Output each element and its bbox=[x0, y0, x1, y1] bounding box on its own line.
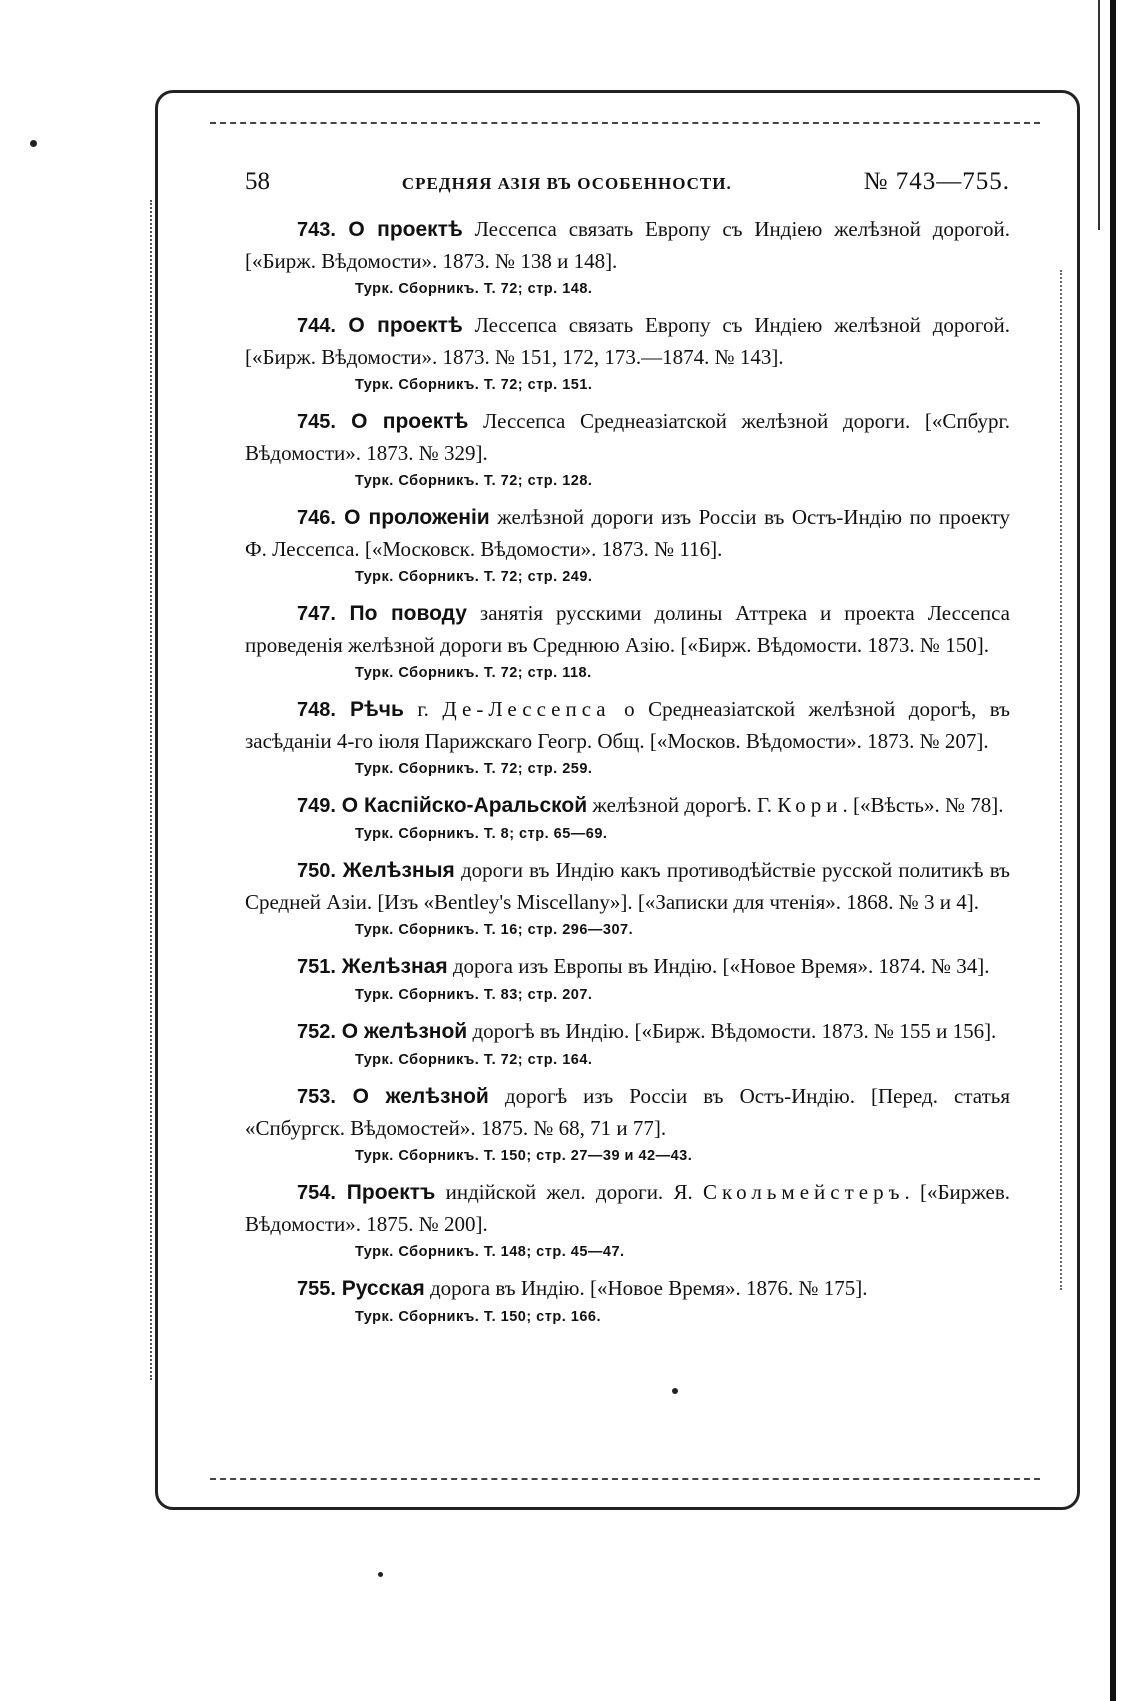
page-header bbox=[245, 168, 1010, 196]
entry-number: 745. bbox=[297, 411, 336, 433]
entry-reference: Турк. Сборникъ. Т. 72; стр. 151. bbox=[355, 377, 593, 393]
bibliography-entry bbox=[245, 1081, 1010, 1164]
entry-heading: О желѣзной bbox=[335, 1085, 489, 1108]
entry-text bbox=[245, 598, 1010, 661]
bibliography-entry bbox=[245, 598, 1010, 681]
entry-reference: Турк. Сборникъ. Т. 150; стр. 27—39 и 42—43. bbox=[355, 1148, 693, 1164]
entry-number: 749. bbox=[297, 795, 336, 817]
entry-number: 755. bbox=[297, 1278, 336, 1300]
entry-number: 750. bbox=[297, 860, 336, 882]
right-margin-marks bbox=[1060, 270, 1066, 1290]
entry-list bbox=[245, 214, 1010, 1325]
entry-author: Скольмейстеръ bbox=[703, 1180, 905, 1204]
entry-text bbox=[245, 694, 1010, 757]
entry-reference: Турк. Сборникъ. Т. 148; стр. 45—47. bbox=[355, 1244, 625, 1260]
page-content bbox=[245, 168, 1010, 1338]
entry-number: 744. bbox=[297, 315, 336, 337]
entry-number: 751. bbox=[297, 956, 336, 978]
bottom-dashed-rule bbox=[210, 1478, 1040, 1480]
margin-dot bbox=[378, 1572, 383, 1577]
entry-body: дорога въ Индію. [«Новое Время». 1876. № 175]. bbox=[424, 1276, 868, 1300]
margin-dot bbox=[30, 140, 37, 147]
entry-text bbox=[245, 310, 1010, 373]
entry-body: Лессепса Среднеазіатской желѣзной дороги. [«Спбург. Вѣдомости». 1873. № 329]. bbox=[245, 409, 1010, 465]
bibliography-entry bbox=[245, 214, 1010, 297]
entry-number: 753. bbox=[297, 1086, 336, 1108]
entry-body: занятія русскими долины Аттрека и проекта Лессепса проведенія желѣзной дороги въ Среднюю Азію. [«Бирж. Вѣдомости. 1873. № 150]. bbox=[245, 601, 1010, 657]
entry-heading: Русская bbox=[335, 1277, 425, 1300]
entry-reference: Турк. Сборникъ. Т. 72; стр. 259. bbox=[355, 761, 593, 777]
entry-heading: Рѣчь bbox=[335, 698, 404, 721]
entry-body: . [«Вѣсть». № 78]. bbox=[842, 793, 1004, 817]
entry-text bbox=[245, 502, 1010, 565]
entry-heading: По поводу bbox=[335, 602, 467, 625]
running-title: СРЕДНЯЯ АЗІЯ ВЪ ОСОБЕННОСТИ. bbox=[401, 174, 732, 193]
entry-text bbox=[245, 1273, 1010, 1305]
bibliography-entry bbox=[245, 694, 1010, 777]
entry-reference: Турк. Сборникъ. Т. 83; стр. 207. bbox=[355, 987, 593, 1003]
entry-body: Лессепса связать Европу съ Индіею желѣзной дорогой. [«Бирж. Вѣдомости». 1873. № 151, 172, 173.—1874. № 143]. bbox=[245, 313, 1010, 369]
entry-text bbox=[245, 1016, 1010, 1048]
entry-body: . [«Биржев. Вѣдомости». 1875. № 200]. bbox=[245, 1180, 1010, 1236]
entry-number: 747. bbox=[297, 603, 336, 625]
entry-heading: Желѣзныя bbox=[335, 859, 455, 882]
entry-text bbox=[245, 214, 1010, 277]
entry-reference: Турк. Сборникъ. Т. 72; стр. 249. bbox=[355, 569, 593, 585]
entry-reference: Турк. Сборникъ. Т. 16; стр. 296—307. bbox=[355, 922, 634, 938]
entry-text bbox=[245, 406, 1010, 469]
entry-body: дорогѣ изъ Россіи въ Остъ-Индію. [Перед. статья «Спбургск. Вѣдомостей». 1875. № 68, 71 и 77]. bbox=[245, 1084, 1011, 1140]
bibliography-entry bbox=[245, 310, 1010, 393]
entry-text bbox=[245, 951, 1010, 983]
entry-text bbox=[245, 1177, 1010, 1240]
entry-prefix: г. bbox=[403, 697, 443, 721]
left-margin-marks bbox=[150, 200, 162, 1380]
entry-reference: Турк. Сборникъ. Т. 8; стр. 65—69. bbox=[355, 826, 608, 842]
entry-prefix: желѣзной дорогѣ. Г. bbox=[587, 793, 778, 817]
page-number: 58 bbox=[245, 168, 270, 195]
entry-reference: Турк. Сборникъ. Т. 72; стр. 128. bbox=[355, 473, 593, 489]
entry-body: дорога изъ Европы въ Индію. [«Новое Время». 1874. № 34]. bbox=[447, 954, 990, 978]
bibliography-entry bbox=[245, 1273, 1010, 1325]
entry-body: о Среднеазіатской желѣзной дорогѣ, въ засѣданіи 4-го іюля Парижскаго Геогр. Общ. [«Москов. Вѣдомости». 1873. № 207]. bbox=[245, 697, 1010, 753]
entry-author: Де-Лессепса bbox=[442, 697, 611, 721]
entry-text bbox=[245, 1081, 1010, 1144]
entry-heading: Желѣзная bbox=[335, 955, 448, 978]
entry-range: № 743—755. bbox=[863, 168, 1010, 195]
entry-author: Кори bbox=[777, 793, 843, 817]
entry-number: 743. bbox=[297, 219, 336, 241]
scan-edge-bar bbox=[1110, 0, 1116, 1701]
entry-heading: О проложеніи bbox=[335, 506, 490, 529]
entry-number: 752. bbox=[297, 1021, 336, 1043]
bibliography-entry bbox=[245, 502, 1010, 585]
entry-prefix: индійской жел. дороги. Я. bbox=[435, 1180, 703, 1204]
bibliography-entry bbox=[245, 790, 1010, 842]
entry-text bbox=[245, 790, 1010, 822]
entry-reference: Турк. Сборникъ. Т. 72; стр. 118. bbox=[355, 665, 592, 681]
entry-body: дороги въ Индію какъ противодѣйствіе русской политикѣ въ Средней Азіи. [Изъ «Bentley's Miscellany»]. [«Записки для чтенія». 1868. № 3 и 4]. bbox=[245, 858, 1011, 914]
entry-text bbox=[245, 855, 1010, 918]
entry-body: дорогѣ въ Индію. [«Бирж. Вѣдомости. 1873. № 155 и 156]. bbox=[467, 1019, 997, 1043]
bibliography-entry bbox=[245, 406, 1010, 489]
entry-heading: О желѣзной bbox=[335, 1020, 468, 1043]
entry-number: 748. bbox=[297, 699, 336, 721]
entry-number: 754. bbox=[297, 1182, 336, 1204]
entry-number: 746. bbox=[297, 507, 336, 529]
entry-heading: О проектѣ bbox=[335, 410, 469, 433]
entry-heading: О проектѣ bbox=[335, 314, 463, 337]
entry-body: Лессепса связать Европу съ Индіею желѣзной дорогой. [«Бирж. Вѣдомости». 1873. № 138 и 148]. bbox=[245, 217, 1010, 273]
bibliography-entry bbox=[245, 1177, 1010, 1260]
entry-heading: Проектъ bbox=[335, 1181, 436, 1204]
entry-reference: Турк. Сборникъ. Т. 72; стр. 164. bbox=[355, 1052, 593, 1068]
bibliography-entry bbox=[245, 951, 1010, 1003]
bibliography-entry bbox=[245, 855, 1010, 938]
entry-reference: Турк. Сборникъ. Т. 72; стр. 148. bbox=[355, 281, 593, 297]
bibliography-entry bbox=[245, 1016, 1010, 1068]
entry-heading: О Каспійско-Аральской bbox=[335, 794, 588, 817]
entry-reference: Турк. Сборникъ. Т. 150; стр. 166. bbox=[355, 1309, 601, 1325]
entry-body: желѣзной дороги изъ Россіи въ Остъ-Индію по проекту Ф. Лессепса. [«Московск. Вѣдомости». 1873. № 116]. bbox=[245, 505, 1010, 561]
scan-edge-line bbox=[1098, 0, 1100, 230]
entry-heading: О проектѣ bbox=[335, 218, 463, 241]
top-dashed-rule bbox=[210, 122, 1040, 124]
margin-dot bbox=[672, 1388, 678, 1394]
